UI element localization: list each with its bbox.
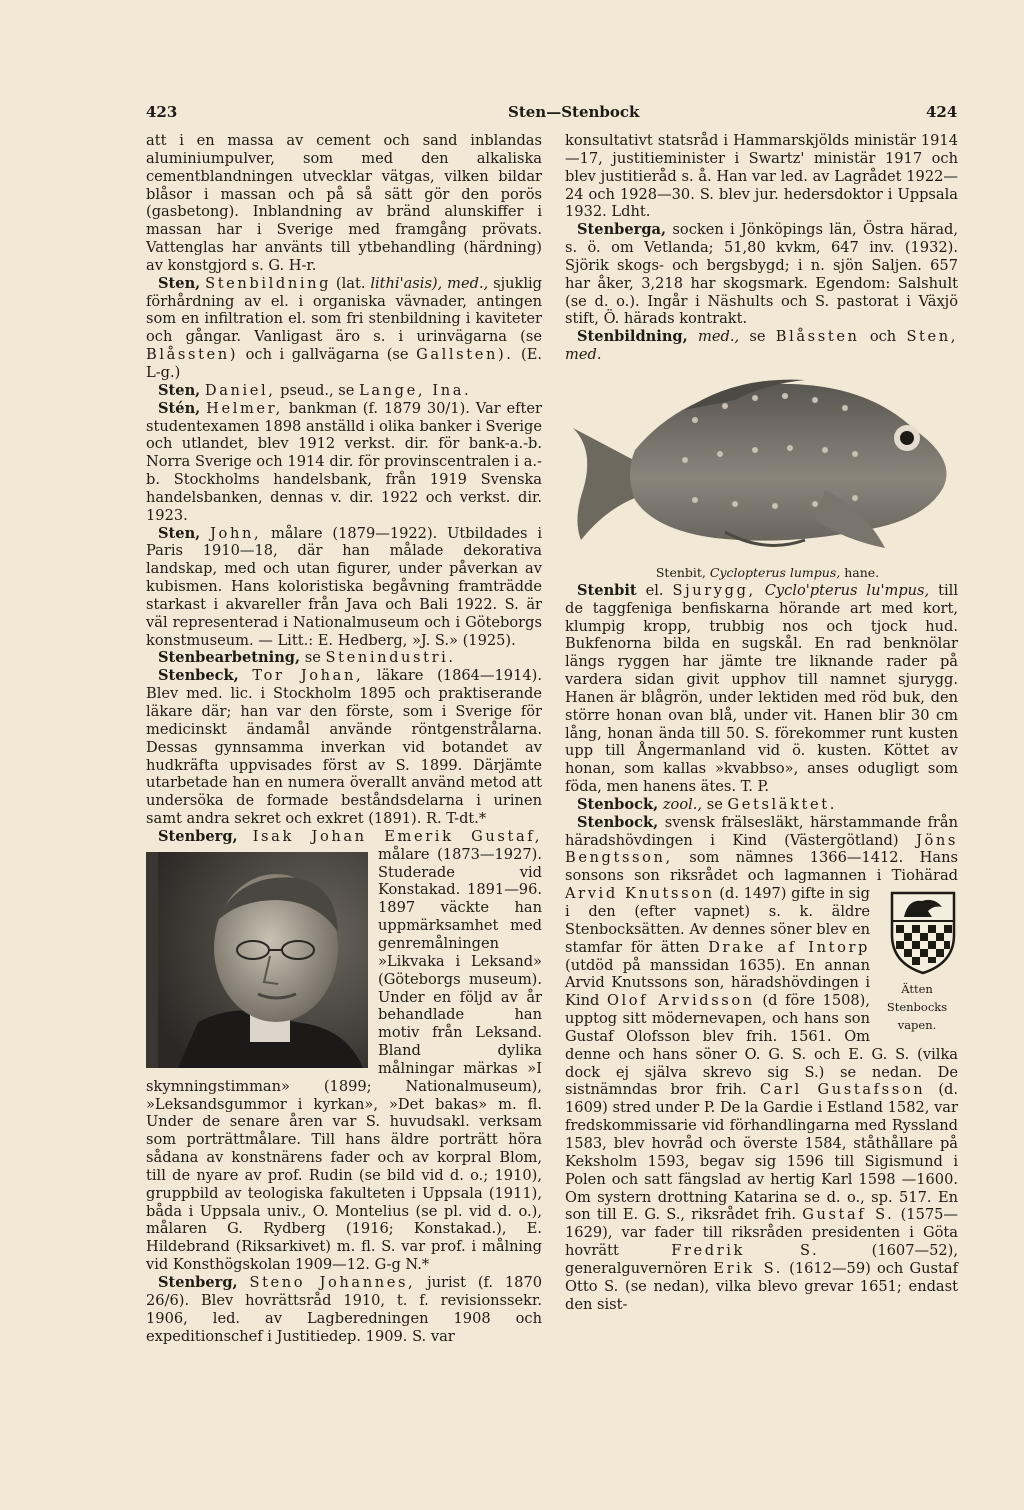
entry-stenbock-zool: Stenbock, zool., se Getsläktet.	[577, 795, 837, 813]
coat-of-arms	[876, 889, 958, 1033]
right-column	[565, 132, 958, 1313]
entry-cement-continuation: att i en massa av cement och sand inblandas aluminiumpulver, som med den alkaliska cementblandningen utvecklar vätgas, vilken bildar blåsor i massan och på så sätt gör den porös (gasbetong). Inblandning av bränd alunskiffer i massan har i Sverige med framgång prövats. Vattenglas har använts till ytbehandling (härdning) av konstgjord s. G. H-r.	[146, 132, 542, 274]
fish-illustration	[565, 370, 958, 562]
entry-stenberg-continuation: konsultativt statsråd i Hammarskjölds ministär 1914—17, justitieminister i Swartz' ministär 1917 och blev justitieråd s. å. Han var led. av Lagrådet 1922—24 och 1928—30. S. blev jur. hedersdoktor i Uppsala 1932. Ldht.	[565, 132, 958, 221]
entry-stenbit: Stenbit el. Sjurygg, Cyclo'pterus lu'mpus, till de taggfeniga benfiskarna hörande art med kort, klumpig kropp, trubbig nos och tjock hud. Bukfenorna bilda en sugskål. En rad benknölar längs ryggen har jämte tre liknande rader på vardera sidan givit upphov till namnet sjurygg. Hanen är blågrön, under lektiden med röd buk, den större honan ovan blå, under vit. Hanen blir 30 cm lång, honan ända till 50. S. förekommer runt kusten upp till Ångermanland vid ö. kusten. Köttet av honan, som kallas »kvabbso», anses odugligt som föda, men hanens ätes. T. P.	[565, 581, 958, 796]
shield-caption: Ätten Stenbocks vapen.	[886, 982, 948, 1032]
entry-stenberga: Stenberga, socken i Jönköpings län, Östra härad, s. ö. om Vetlanda; 51,80 kvkm, 647 inv. (1932). Sjörik skogs- och bergsbygd; i n. sjön Saljen. 657 har åker, 3,218 har skogsmark. Egendom: Salshult (se d. o.). Ingår i Näshults och S. pastorat i Växjö stift, Ö. härads kontrakt.	[565, 221, 958, 328]
portrait-illustration	[158, 852, 368, 1068]
entry-sten-helmer: Stén, Helmer, bankman (f. 1879 30/1). Var efter studentexamen 1898 anställd i olika banker i Sverige och utlandet, blev 1912 verkst. dir. för bank-a.-b. Norra Sverige och 1914 dir. för provinscentralen i a.-b. Stockholms handelsbank, från 1919 Svenska handelsbanken, dennas v. dir. 1922 och verkst. dir. 1923.	[146, 399, 543, 524]
portrait-photo	[146, 852, 368, 1068]
entry-sten-daniel: Sten, Daniel, pseud., se Lange, Ina.	[158, 381, 472, 399]
entry-stenberg-isak: Stenberg, Isak Johan Emerik Gustaf, målare (1873—1927). Studerade vid Konstakad. 1891—96. 1897 väckte han uppmärksamhet med genremålningen »Likvaka i Leksand» (Göteborgs museum). Under en följd av år behandlade han motiv från Leksand. Bland dylika målningar märkas »I skymningstimman» (1899; Nationalmuseum), »Leksandsgummor i kyrkan», »Det bakas» m. fl. Under de senare åren var S. huvudsakl. verksam som porträttmålare. Till hans äldre porträtt höra sådana av konstnärens fader och av korpral Blom, till de nyare av prof. Rudin (se bild vid d. o.; 1910), gruppbild av teologiska fakulteten i Uppsala (1911), båda i Uppsala univ., O. Montelius (se pl. vid d. o.), målaren G. Rydberg (1916; Konstakad.), E. Hildebrand (Riksarkivet) m. fl. S. var prof. i målning vid Konsthögskolan 1909—12. G-g N.*	[146, 827, 542, 1274]
entry-stenbeck: Stenbeck, Tor Johan, läkare (1864—1914). Blev med. lic. i Stockholm 1895 och praktiserande läkare där; han var den förste, som i Sverige för medicinskt ändamål använde röntgenstrålarna. Dessas gynnsamma inverkan vid botandet av hudkräfta uppvisades först av S. 1899. Därjämte utarbetade han en numera överallt använd metod att undersöka de formade beståndsdelarna i urinen samt andra sekret och exkret (1891). R. T-dt.*	[146, 667, 542, 828]
left-column	[146, 132, 542, 1345]
entry-sten-stenbildning: Sten, Stenbildning (lat. lithi'asis), med., sjuklig förhårdning av el. i organiska vävnader, antingen som en infiltration el. som fri stenbildning i kaviteter och gångar. Vanligast äro s. i urinvägarna (se Blåssten) och i gallvägarna (se Gallsten). (E. L-g.)	[146, 274, 543, 381]
fish-caption: Stenbit, Cyclopterus lumpus, hane.	[655, 564, 880, 580]
shield-icon	[888, 889, 958, 975]
page-number-left: 423	[146, 103, 178, 121]
lumpfish-drawing	[565, 370, 958, 562]
page-number-right: 424	[926, 103, 958, 121]
entry-stenberg-steno: Stenberg, Steno Johannes, jurist (f. 1870 26/6). Blev hovrättsråd 1910, t. f. revisionssekr. 1906, led. av Lagberedningen 1908 och expeditionschef i Justitiedep. 1909. S. var	[146, 1274, 543, 1345]
entry-sten-john: Sten, John, målare (1879—1922). Utbildades i Paris 1910—18, där han målade dekorativa landskap, med och utan figurer, under påverkan av kubismen. Hans koloristiska begåvning framträdde starkast i akvareller från Java och Bali 1922. S. är väl representerad i Nationalmuseum och i Göteborgs konstmuseum. — Litt.: E. Hedberg, »J. S.» (1925).	[146, 524, 542, 649]
entry-stenbildning: Stenbildning, med., se Blåssten och Sten, med.	[565, 328, 958, 364]
running-head: Sten—Stenbock	[508, 103, 640, 121]
entry-stenbock-family: Stenbock, svensk frälsesläkt, härstammande från häradshövdingen i Kind (Västergötland) Jöns Bengtsson, som nämnes 1366—1412. Hans sonsons son riksrådet och lagmannen i Tiohärad Arvid Knutsson Ätten Stenbocks vapen. (d. 1497) gifte in sig i den (efter vapnet) s. k. äldre Stenbocksätten. Av dennes söner blev en stamfar för ätten Drake af Intorp (utdöd på manssidan 1635). En annan Arvid Knutssons son, häradshövdingen i Kind Olof Arvidsson (d före 1508), upptog sitt mödernevapen, och hans son Gustaf Olofsson blev frih. 1561. Om denne och hans söner O. G. S. och E. G. S. (vilka dock ej själva skrevo sig S.) se nedan. De sistnämndas bror frih. Carl Gustafsson (d. 1609) stred under P. De la Gardie i Estland 1582, var fredskommissarie vid förhandlingarna med Ryssland 1583, blev hovråd och överste 1584, ståthållare på Keksholm 1593, begav sig 1596 till Sigismund i Polen och satt fängslad av hertig Karl 1598 —1600. Om systern drottning Katarina se d. o., sp. 517. En son till E. G. S., riksrådet frih. Gustaf S. (1575—1629), var fader till riksråden presidenten i Göta hovrätt Fredrik S. (1607—52), generalguvernören Erik S. (1612—59) och Gustaf Otto S. (se nedan), vilka blevo grevar 1651; endast den sist-	[565, 813, 959, 1313]
entry-stenbearbetning: Stenbearbetning, se Stenindustri.	[158, 649, 456, 667]
